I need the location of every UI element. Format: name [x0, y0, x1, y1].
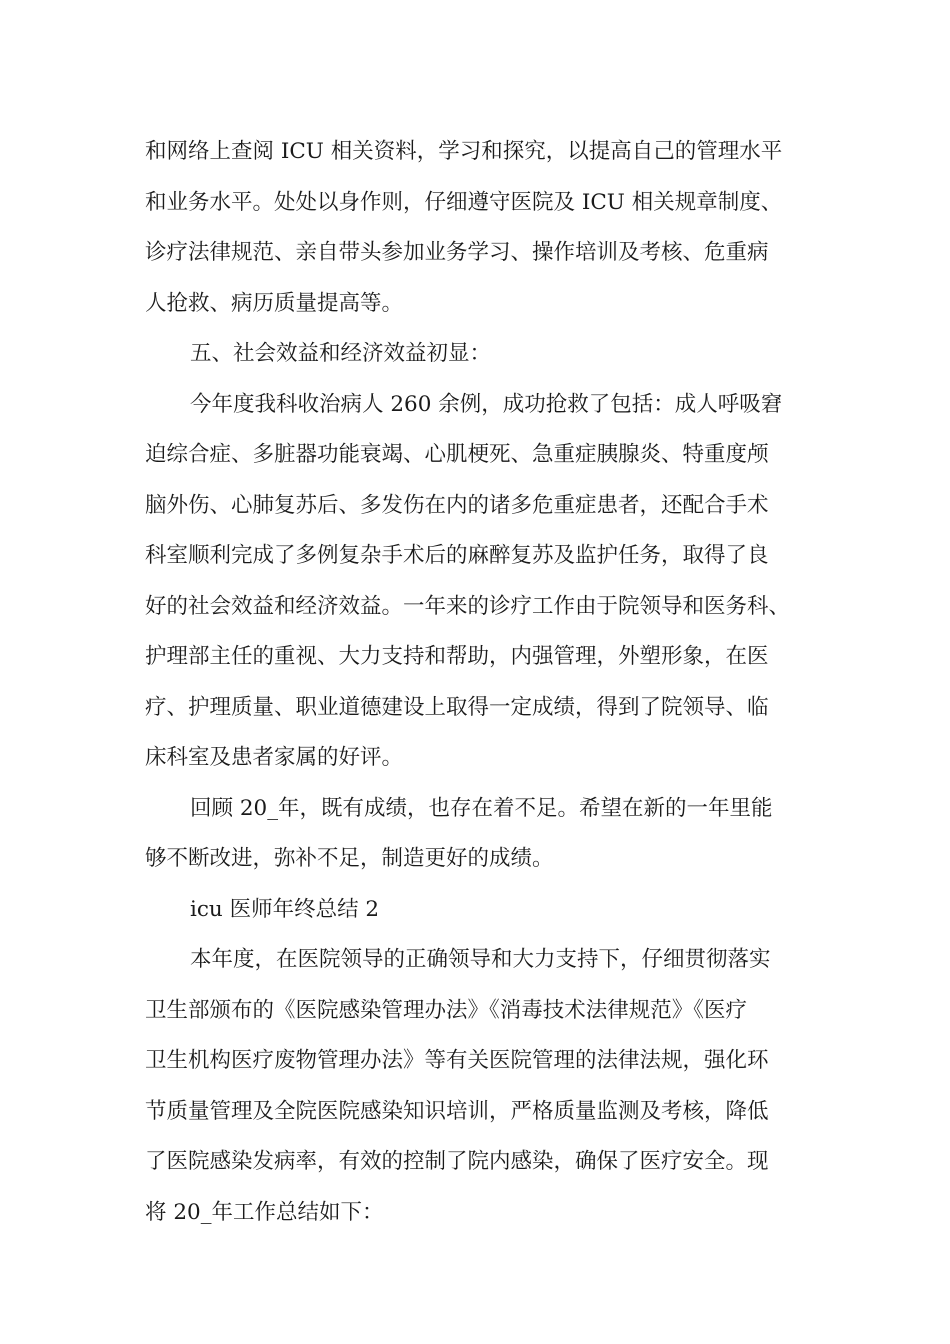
text-line: 脑外伤、心肺复苏后、多发伤在内的诸多危重症患者，还配合手术 — [145, 492, 769, 518]
section-heading-5 — [145, 329, 815, 380]
text-line: 迫综合症、多脏器功能衰竭、心肌梗死、急重症胰腺炎、特重度颅 — [145, 442, 769, 467]
text-line: 诊疗法律规范、亲自带头参加业务学习、操作培训及考核、危重病 — [145, 240, 769, 265]
text-line: 好的社会效益和经济效益。一年来的诊疗工作由于院领导和医务科、 — [145, 593, 791, 619]
text-line: 回顾 20_年，既有成绩，也存在着不足。希望在新的一年里能 — [190, 795, 773, 821]
text-line: 卫生部颁布的《医院感染管理办法》《消毒技术法律规范》《医疗 — [145, 997, 748, 1023]
text-line: 人抢救、病历质量提高等。 — [145, 290, 404, 316]
paragraph-3 — [145, 380, 815, 784]
text-line: 本年度，在医院领导的正确领导和大力支持下，仔细贯彻落实 — [190, 947, 771, 972]
text-line: 疗、护理质量、职业道德建设上取得一定成绩，得到了院领导、临 — [145, 694, 769, 720]
text-line: 床科室及患者家属的好评。 — [145, 745, 404, 770]
text-line: 卫生机构医疗废物管理办法》等有关医院管理的法律法规，强化环 — [145, 1048, 769, 1073]
title-line: icu 医师年终总结 2 — [190, 896, 380, 922]
document-body — [145, 127, 815, 1238]
text-line: 够不断改进，弥补不足，制造更好的成绩。 — [145, 846, 554, 871]
paragraph-1 — [145, 127, 815, 329]
paragraph-6 — [145, 935, 815, 1238]
text-line: 和业务水平。处处以身作则，仔细遵守医院及 ICU 相关规章制度、 — [145, 189, 783, 215]
text-line: 了医院感染发病率，有效的控制了院内感染，确保了医疗安全。现 — [145, 1149, 769, 1174]
text-line: 科室顺利完成了多例复杂手术后的麻醉复苏及监护任务，取得了良 — [145, 543, 769, 568]
text-line: 将 20_年工作总结如下： — [145, 1199, 384, 1225]
document-title-2 — [145, 885, 815, 936]
text-line: 和网络上查阅 ICU 相关资料，学习和探究，以提高自己的管理水平 — [145, 139, 783, 164]
heading-line: 五、社会效益和经济效益初显： — [190, 341, 492, 366]
paragraph-4 — [145, 784, 815, 885]
text-line: 节质量管理及全院医院感染知识培训，严格质量监测及考核，降低 — [145, 1098, 769, 1124]
text-line: 护理部主任的重视、大力支持和帮助，内强管理，外塑形象，在医 — [145, 644, 769, 669]
text-line: 今年度我科收治病人 260 余例，成功抢救了包括：成人呼吸窘 — [190, 391, 783, 417]
